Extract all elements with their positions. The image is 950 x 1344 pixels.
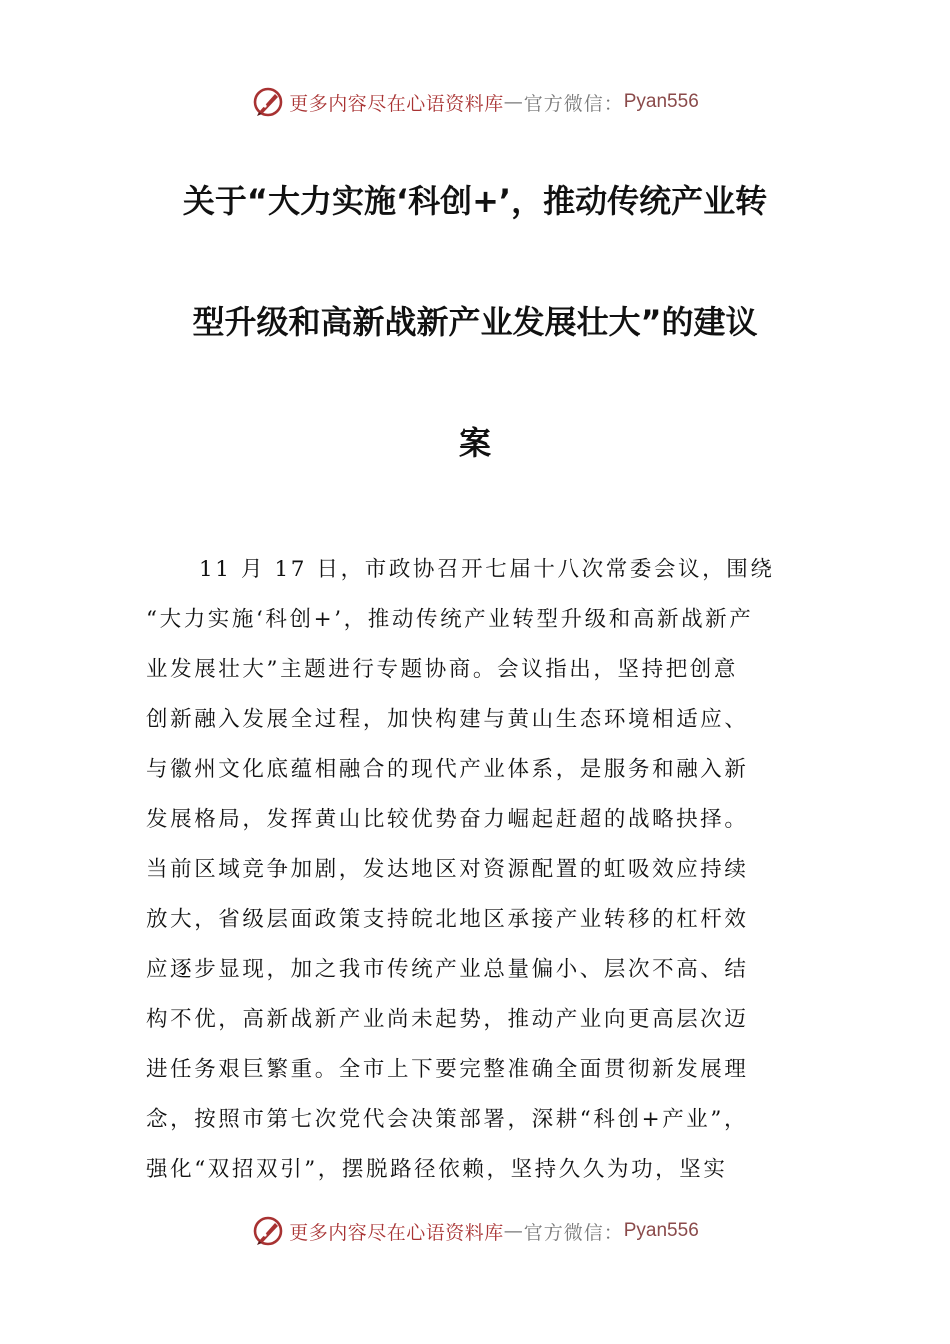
pen-logo-icon — [251, 1214, 285, 1248]
watermark-separator: — — [503, 1220, 524, 1242]
body-line: 11 月 17 日，市政协召开七届十八次常委会议，围绕 — [199, 557, 775, 582]
body-line: 放大，省级层面政策支持皖北地区承接产业转移的杠杆效 — [146, 907, 749, 932]
document-title — [0, 168, 950, 531]
body-line: 构不优，高新战新产业尚未起势，推动产业向更高层次迈 — [146, 1007, 749, 1032]
watermark-account-id: Pyan556 — [623, 91, 699, 112]
body-line: 与徽州文化底蕴相融合的现代产业体系，是服务和融入新 — [146, 757, 749, 782]
body-line: 业发展壮大”主题进行专题协商。会议指出，坚持把创意 — [146, 657, 738, 682]
body-line: 强化“双招双引”，摆脱路径依赖，坚持久久为功，坚实 — [146, 1157, 728, 1182]
pen-logo-icon — [251, 85, 285, 119]
watermark-brand-text: 更多内容尽在心语资料库 — [289, 1221, 504, 1244]
body-paragraph — [146, 545, 808, 1195]
watermark-brand-text: 更多内容尽在心语资料库 — [289, 92, 504, 115]
body-line: “大力实施‘科创+’，推动传统产业转型升级和高新战新产 — [146, 607, 754, 632]
body-line: 创新融入发展全过程，加快构建与黄山生态环境相适应、 — [146, 707, 749, 732]
watermark-separator: — — [503, 91, 524, 113]
watermark-channel-text: 官方微信： — [523, 1221, 624, 1244]
footer-watermark — [0, 1211, 950, 1251]
body-line: 发展格局，发挥黄山比较优势奋力崛起赶超的战略抉择。 — [146, 807, 749, 832]
watermark-account-id: Pyan556 — [623, 1220, 699, 1241]
title-line: 型升级和高新战新产业发展壮大”的建议 — [192, 303, 758, 341]
body-line: 当前区域竞争加剧，发达地区对资源配置的虹吸效应持续 — [146, 857, 749, 882]
title-line: 案 — [458, 424, 491, 462]
header-watermark — [0, 82, 950, 122]
body-line: 应逐步显现，加之我市传统产业总量偏小、层次不高、结 — [146, 957, 749, 982]
body-line: 念，按照市第七次党代会决策部署，深耕“科创+产业”， — [146, 1107, 749, 1132]
body-line: 进任务艰巨繁重。全市上下要完整准确全面贯彻新发展理 — [146, 1057, 749, 1082]
watermark-channel-text: 官方微信： — [523, 92, 624, 115]
title-line: 关于“大力实施‘科创+’，推动传统产业转 — [182, 182, 768, 220]
